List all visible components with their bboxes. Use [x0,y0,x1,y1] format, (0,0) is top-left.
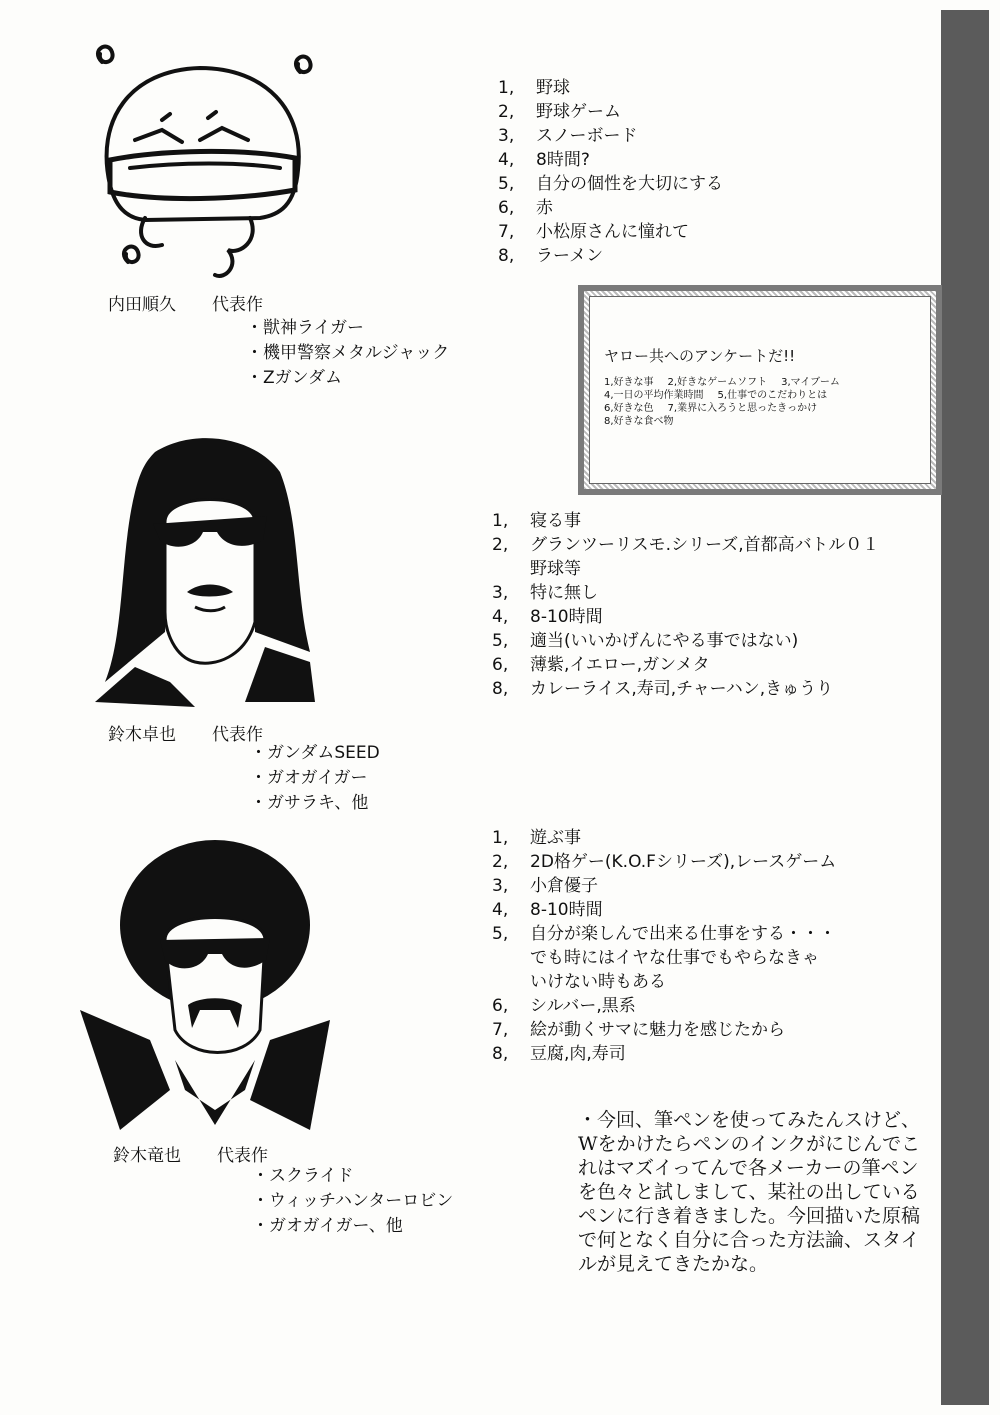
answer-item: 2, 2D格ゲー(K.O.Fシリーズ),レースゲーム [492,852,837,872]
portrait-uchida-illustration [90,40,330,285]
artist-1-name-line [108,290,263,315]
answer-item: 5, 自分の個性を大切にする [498,174,723,194]
answer-item: 7, 絵が動くサマに魅力を感じたから [492,1020,785,1040]
questionnaire-stamp-box [578,285,942,495]
works-label: 代表作 [212,295,263,315]
page-edge-strip [941,10,989,1405]
work-item: ・機甲警察メタルジャック [246,343,450,363]
answer-item: 5, 適当(いいかげんにやる事ではない) [492,631,799,651]
work-item: ・ガサラキ、他 [250,793,369,813]
answer-item: 6, 薄紫,イエロー,ガンメタ [492,655,710,675]
answer-item: 1, 野球 [498,78,570,98]
questionnaire-row: 8,好きな食べ物 [604,416,674,427]
questionnaire-row: 4,一日の平均作業時間 5,仕事でのこだわりとは [604,390,828,401]
answer-item: 4, 8-10時間 [492,900,603,920]
work-item: ・ガオガイガー [250,768,368,788]
answer-item: 1, 遊ぶ事 [492,828,581,848]
answer-item: 8, ラーメン [498,246,604,266]
answer-item: 3, 小倉優子 [492,876,598,896]
answer-item: 4, 8-10時間 [492,607,603,627]
work-item: ・ガオガイガー、他 [252,1216,403,1236]
artist-2-name-line [108,720,263,745]
works-label: 代表作 [217,1146,268,1166]
portrait-suzuki-tatsuya-illustration [80,830,340,1130]
answer-item: 4, 8時間? [498,150,590,170]
artist-name: 内田順久 [108,295,176,315]
artist-3-name-line [113,1141,268,1166]
answer-item: 8, カレーライス,寿司,チャーハン,きゅうり [492,679,834,699]
work-item: ・スクライド [252,1166,354,1186]
answer-item: 3, 特に無し [492,583,598,603]
works-label: 代表作 [212,725,263,745]
artist-2-works [250,741,380,816]
artist-comment: ・今回、筆ペンを使ってみたんスけど、Wをかけたらペンのインクがにじんでこれはマズイってんで各メーカーの筆ペンを色々と試しまして、某社の出しているペンに行き着きました。今回描いた原稿で何となく自分に合った方法論、スタイルが見えてきたかな。 [578,1109,921,1275]
answer-item: 2, グランツーリスモ.シリーズ,首都高バトル０１ 野球等 [492,535,880,579]
artist-3-answers [492,826,836,1066]
answer-item: 6, シルバー,黒系 [492,996,636,1016]
answer-item: 1, 寝る事 [492,511,581,531]
artist-3-works [252,1164,453,1239]
questionnaire-row: 6,好きな色 7,業界に入ろうと思ったきっかけ [604,403,818,414]
answer-item: 3, スノーボード [498,126,638,146]
answer-item: 5, 自分が楽しんで出来る仕事をする・・・ でも時にはイヤな仕事でもやらなきゃ いけない時もある [492,924,836,992]
artist-name: 鈴木卓也 [108,725,176,745]
work-item: ・ウィッチハンターロビン [252,1191,454,1211]
answer-item: 6, 赤 [498,198,553,218]
questionnaire-row: 1,好きな事 2,好きなゲームソフト 3,マイブーム [604,377,840,388]
artist-1-works [246,316,449,391]
artist-2-answers [492,509,879,701]
answer-item: 7, 小松原さんに憧れて [498,222,689,242]
work-item: ・Zガンダム [246,368,342,388]
artist-1-answers [498,76,723,268]
answer-item: 2, 野球ゲーム [498,102,621,122]
work-item: ・ガンダムSEED [250,743,380,763]
questionnaire-title: ヤロー共へのアンケートだ!! [604,347,796,365]
artist-name: 鈴木竜也 [113,1146,181,1166]
work-item: ・獣神ライガー [246,318,364,338]
portrait-suzuki-takuya-illustration [95,432,325,712]
answer-item: 8, 豆腐,肉,寿司 [492,1044,626,1064]
